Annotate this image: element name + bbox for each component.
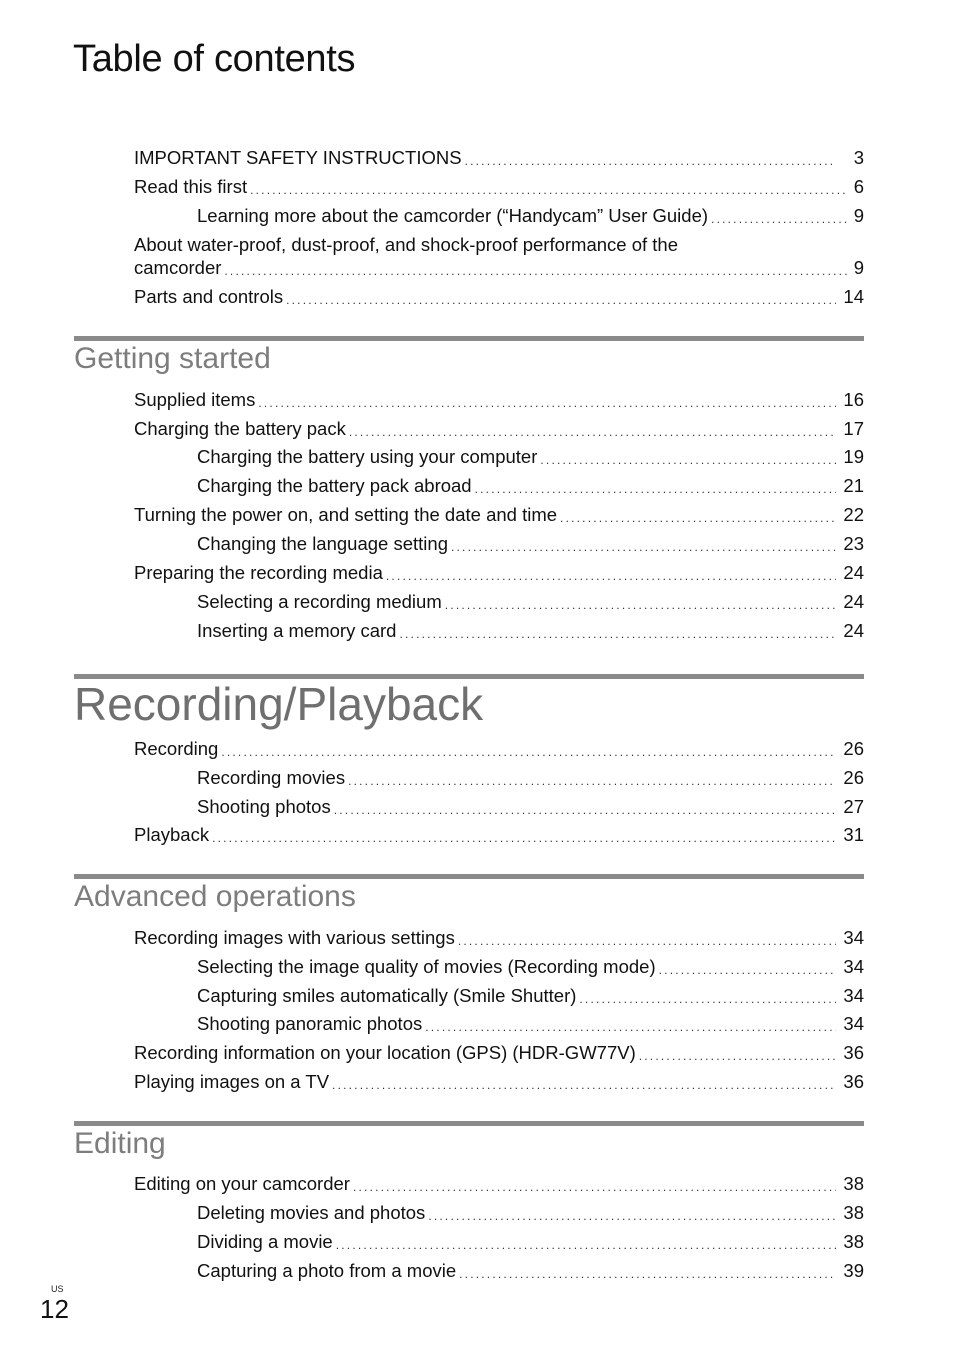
toc-page-number: 31 [843, 824, 864, 845]
toc-entry-label: Capturing smiles automatically (Smile Shutter) [197, 985, 577, 1006]
toc-page-number: 38 [843, 1173, 864, 1194]
toc-entry-label: Learning more about the camcorder (“Handycam” User Guide) [197, 205, 709, 226]
toc-entry-charging-abroad[interactable] [197, 474, 864, 498]
toc-entry-charging-battery-pack[interactable] [134, 417, 864, 441]
toc-page-number: 36 [843, 1042, 864, 1063]
toc-page-number: 26 [843, 767, 864, 788]
toc-entry-dividing-movie[interactable] [197, 1230, 864, 1254]
toc-page-number: 34 [843, 985, 864, 1006]
toc-entry-label: Recording information on your location (GPS) (HDR-GW77V) [134, 1042, 636, 1063]
toc-entry-recording-mode[interactable] [197, 955, 864, 979]
toc-entry-read-this-first[interactable] [134, 175, 864, 199]
toc-page-number: 16 [843, 389, 864, 410]
toc-page-number: 24 [843, 591, 864, 612]
dot-leader [348, 772, 836, 790]
dot-leader [250, 181, 848, 199]
toc-entry-inserting-memory-card[interactable] [197, 619, 864, 643]
dot-leader [349, 423, 836, 441]
toc-entry-label: Turning the power on, and setting the date and time [134, 504, 558, 525]
toc-entry-editing-on-camcorder[interactable] [134, 1172, 864, 1196]
section-divider [74, 1121, 864, 1126]
section-title-getting-started: Getting started [74, 342, 271, 375]
toc-entry-label: Recording images with various settings [134, 927, 455, 948]
dot-leader [560, 509, 836, 527]
toc-page-number: 27 [843, 796, 864, 817]
toc-entry-panoramic-photos[interactable] [197, 1012, 864, 1036]
toc-entry-label: Preparing the recording media [134, 562, 383, 583]
dot-leader [458, 932, 836, 950]
dot-leader [221, 743, 836, 761]
dot-leader [258, 394, 836, 412]
toc-page-number: 17 [843, 418, 864, 439]
dot-leader [224, 262, 847, 280]
region-code: US [51, 1284, 64, 1294]
toc-entry-label: camcorder [134, 257, 222, 278]
dot-leader [386, 567, 836, 585]
dot-leader [459, 1265, 836, 1283]
toc-entry-supplied-items[interactable] [134, 388, 864, 412]
toc-page-number: 9 [853, 205, 864, 226]
dot-leader [451, 538, 836, 556]
dot-leader [286, 291, 836, 309]
toc-entry-smile-shutter[interactable] [197, 984, 864, 1008]
dot-leader [332, 1076, 836, 1094]
page-number: 12 [40, 1294, 69, 1324]
toc-entry-gps-location[interactable] [134, 1041, 864, 1065]
toc-entry-label: Capturing a photo from a movie [197, 1260, 457, 1281]
toc-page-number: 22 [843, 504, 864, 525]
dot-leader [425, 1018, 836, 1036]
toc-entry-preparing-recording-media[interactable] [134, 561, 864, 585]
page-title: Table of contents [73, 38, 356, 80]
toc-entry-label: Recording movies [197, 767, 346, 788]
toc-entry-language-setting[interactable] [197, 532, 864, 556]
toc-entry-label: Recording [134, 738, 219, 759]
toc-entry-recording[interactable] [134, 737, 864, 761]
toc-entry-charging-using-computer[interactable] [197, 445, 864, 469]
dot-leader [212, 829, 836, 847]
dot-leader [579, 990, 836, 1008]
toc-entry-label: Playback [134, 824, 210, 845]
toc-entry-recording-movies[interactable] [197, 766, 864, 790]
dot-leader [353, 1178, 836, 1196]
toc-entry-label: Parts and controls [134, 286, 284, 307]
toc-page-number: 14 [843, 286, 864, 307]
toc-page-number: 6 [853, 176, 864, 197]
toc-entry-label: Inserting a memory card [197, 620, 397, 641]
dot-leader [711, 210, 848, 228]
toc-entry-label: Shooting panoramic photos [197, 1013, 423, 1034]
toc-entry-label: Supplied items [134, 389, 256, 410]
toc-entry-power-on-date-time[interactable] [134, 503, 864, 527]
toc-entry-safety-instructions[interactable] [134, 146, 864, 170]
toc-entry-selecting-recording-medium[interactable] [197, 590, 864, 614]
toc-entry-label: Selecting a recording medium [197, 591, 442, 612]
toc-page-number: 24 [843, 620, 864, 641]
toc-page-number: 9 [853, 257, 864, 278]
toc-page-number: 34 [843, 1013, 864, 1034]
toc-entry-label: Read this first [134, 176, 248, 197]
dot-leader [445, 596, 836, 614]
dot-leader [659, 961, 836, 979]
toc-entry-label: Playing images on a TV [134, 1071, 330, 1092]
dot-leader [336, 1236, 836, 1254]
toc-page-number: 23 [843, 533, 864, 554]
dot-leader [428, 1207, 836, 1225]
toc-entry-deleting-movies-photos[interactable] [197, 1201, 864, 1225]
toc-entry-label: Editing on your camcorder [134, 1173, 350, 1194]
toc-entry-label: Dividing a movie [197, 1231, 333, 1252]
dot-leader [639, 1047, 836, 1065]
dot-leader [334, 801, 836, 819]
toc-page-number: 26 [843, 738, 864, 759]
section-title-recording-playback: Recording/Playback [74, 678, 484, 730]
dot-leader [475, 480, 836, 498]
toc-page-number: 19 [843, 446, 864, 467]
toc-entry-label: Changing the language setting [197, 533, 448, 554]
toc-page-number: 3 [853, 147, 864, 168]
dot-leader [465, 152, 836, 170]
toc-entry-label: Selecting the image quality of movies (Recording mode) [197, 956, 656, 977]
section-title-editing: Editing [74, 1127, 166, 1160]
toc-page-number: 34 [843, 956, 864, 977]
toc-page-number: 39 [843, 1260, 864, 1281]
dot-leader [540, 451, 836, 469]
toc-entry-parts-and-controls[interactable] [134, 285, 864, 309]
dot-leader [399, 625, 836, 643]
toc-entry-playing-on-tv[interactable] [134, 1070, 864, 1094]
toc-page-number: 38 [843, 1231, 864, 1252]
toc-page-number: 38 [843, 1202, 864, 1223]
toc-entry-recording-images-settings[interactable] [134, 926, 864, 950]
toc-entry-playback[interactable] [134, 823, 864, 847]
toc-entry-label-line1[interactable]: About water-proof, dust-proof, and shock-proof performance of the [134, 234, 678, 255]
toc-entry-capturing-photo-from-movie[interactable] [197, 1259, 864, 1283]
toc-entry-handycam-user-guide[interactable] [197, 204, 864, 228]
toc-page-number: 34 [843, 927, 864, 948]
toc-page-number: 24 [843, 562, 864, 583]
toc-page-number: 21 [843, 475, 864, 496]
toc-page-number: 36 [843, 1071, 864, 1092]
toc-entry-water-proof-performance[interactable] [134, 256, 864, 280]
section-title-advanced-operations: Advanced operations [74, 880, 356, 913]
toc-entry-label: IMPORTANT SAFETY INSTRUCTIONS [134, 147, 462, 168]
toc-entry-label: Deleting movies and photos [197, 1202, 426, 1223]
toc-entry-label: Charging the battery using your computer [197, 446, 538, 467]
toc-entry-label: Shooting photos [197, 796, 331, 817]
toc-entry-shooting-photos[interactable] [197, 795, 864, 819]
toc-entry-label: Charging the battery pack abroad [197, 475, 472, 496]
toc-entry-label: Charging the battery pack [134, 418, 346, 439]
